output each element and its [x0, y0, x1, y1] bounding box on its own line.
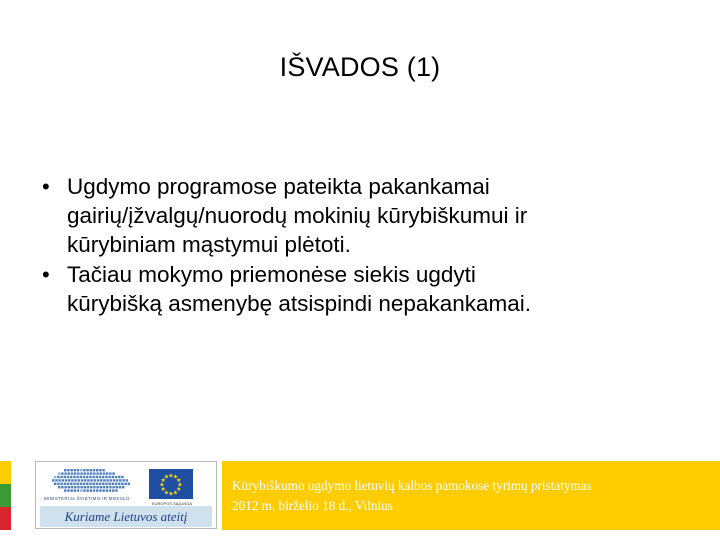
- map-dot: [92, 476, 94, 478]
- map-dot: [122, 486, 124, 488]
- eu-star: ★: [163, 474, 170, 481]
- map-dot: [106, 489, 108, 491]
- map-dot: [109, 472, 111, 474]
- map-dot: [115, 489, 117, 491]
- map-dot: [64, 472, 66, 474]
- map-dot: [73, 483, 75, 485]
- map-dot: [116, 486, 118, 488]
- map-dot: [55, 479, 57, 481]
- map-dot: [100, 486, 102, 488]
- map-dot: [108, 476, 110, 478]
- eu-star: ★: [177, 482, 183, 489]
- map-dot: [68, 479, 70, 481]
- map-dot: [67, 483, 69, 485]
- map-dot: [58, 472, 60, 474]
- map-dot: [80, 476, 82, 478]
- map-dot: [61, 486, 63, 488]
- map-dot: [71, 472, 73, 474]
- map-dot: [102, 483, 104, 485]
- map-dot: [115, 483, 117, 485]
- eu-star: ★: [168, 473, 174, 480]
- map-dot: [89, 483, 91, 485]
- map-dot: [96, 489, 98, 491]
- map-dot: [106, 479, 108, 481]
- map-dot: [77, 469, 79, 471]
- map-dot: [105, 476, 107, 478]
- map-dot: [74, 486, 76, 488]
- map-dot: [86, 469, 88, 471]
- map-dot: [106, 486, 108, 488]
- map-dot: [106, 472, 108, 474]
- map-dot: [119, 479, 121, 481]
- eu-star: ★: [168, 491, 174, 498]
- map-dot: [86, 489, 88, 491]
- map-dot: [102, 489, 104, 491]
- map-dot: [73, 476, 75, 478]
- map-dot: [70, 469, 72, 471]
- map-dot: [121, 483, 123, 485]
- map-dot: [94, 479, 96, 481]
- map-dot: [71, 486, 73, 488]
- map-dot: [68, 472, 70, 474]
- logo-slogan: Kuriame Lietuvos ateitį: [40, 506, 212, 527]
- map-dot: [84, 479, 86, 481]
- map-dot: [67, 476, 69, 478]
- map-dot: [121, 476, 123, 478]
- footer-info-date: 2012 m. birželio 18 d., Vilnius: [232, 498, 393, 513]
- map-dot: [64, 489, 66, 491]
- map-dot: [83, 469, 85, 471]
- map-dot: [112, 483, 114, 485]
- map-dot: [80, 489, 82, 491]
- map-dot: [54, 483, 56, 485]
- map-dot: [92, 483, 94, 485]
- eu-star: ★: [159, 482, 165, 489]
- map-dot: [52, 479, 54, 481]
- map-dot: [96, 476, 98, 478]
- map-dot: [99, 476, 101, 478]
- map-dot: [90, 472, 92, 474]
- map-dot: [77, 489, 79, 491]
- map-dot: [119, 486, 121, 488]
- map-dot: [58, 486, 60, 488]
- map-dot: [60, 483, 62, 485]
- map-dot: [83, 489, 85, 491]
- map-dot: [64, 469, 66, 471]
- map-dot: [100, 472, 102, 474]
- map-dot: [70, 483, 72, 485]
- map-dot: [124, 483, 126, 485]
- footer-info-title: Kūrybiškumo ugdymo lietuvių kalbos pamokose tyrimų pristatymas: [232, 478, 592, 493]
- map-dot: [84, 486, 86, 488]
- bullet-line: kūrybišką asmenybę atsispindi nepakankamai.: [67, 291, 531, 316]
- map-dot: [65, 479, 67, 481]
- map-dot: [77, 472, 79, 474]
- map-dot: [64, 476, 66, 478]
- map-dot: [93, 469, 95, 471]
- stripe-yellow: [0, 461, 11, 484]
- map-dot: [76, 483, 78, 485]
- bullet-line: kūrybiniam mąstymui plėtoti.: [67, 232, 351, 257]
- map-dot: [71, 479, 73, 481]
- eu-star: ★: [176, 487, 182, 493]
- map-dot: [97, 479, 99, 481]
- eu-star: ★: [160, 487, 166, 493]
- eu-star: ★: [176, 478, 182, 484]
- map-dot: [118, 483, 120, 485]
- map-dot: [86, 483, 88, 485]
- map-dot: [113, 479, 115, 481]
- map-dot: [90, 489, 92, 491]
- map-dot: [112, 486, 114, 488]
- map-dot: [93, 489, 95, 491]
- map-dot: [96, 472, 98, 474]
- map-dot: [70, 476, 72, 478]
- bullet-symbol: •: [42, 262, 50, 287]
- map-dot: [74, 489, 76, 491]
- map-dot: [64, 486, 66, 488]
- map-dot: [57, 476, 59, 478]
- bullet-line: Tačiau mokymo priemonėse siekis ugdyti: [67, 262, 476, 287]
- map-dot: [70, 489, 72, 491]
- map-dot: [103, 472, 105, 474]
- map-dot: [83, 483, 85, 485]
- map-dot: [62, 479, 64, 481]
- bullet-symbol: •: [42, 174, 50, 199]
- map-dot: [57, 483, 59, 485]
- map-dot: [89, 476, 91, 478]
- sponsor-logo: [35, 461, 217, 529]
- map-dots: [52, 469, 130, 492]
- map-dot: [122, 479, 124, 481]
- bullet-item-1: [38, 172, 698, 259]
- map-dot: [96, 483, 98, 485]
- map-dot: [64, 483, 66, 485]
- map-dot: [112, 472, 114, 474]
- map-dot: [77, 486, 79, 488]
- map-dot: [102, 476, 104, 478]
- color-stripes: [0, 461, 11, 530]
- map-dot: [86, 476, 88, 478]
- eu-star: ★: [172, 490, 179, 497]
- bullet-line: Ugdymo programose pateikta pakankamai: [67, 174, 490, 199]
- map-dot: [78, 479, 80, 481]
- map-dot: [109, 486, 111, 488]
- stripe-green: [0, 484, 11, 507]
- map-dot: [87, 472, 89, 474]
- map-dot: [76, 476, 78, 478]
- map-dot: [61, 472, 63, 474]
- map-dot: [81, 479, 83, 481]
- eu-star: ★: [172, 474, 179, 481]
- map-dot: [103, 486, 105, 488]
- map-dot: [118, 476, 120, 478]
- map-dot: [112, 476, 114, 478]
- map-dot: [112, 489, 114, 491]
- map-dot: [90, 469, 92, 471]
- map-dot: [96, 486, 98, 488]
- map-dot: [128, 483, 130, 485]
- map-dot: [93, 486, 95, 488]
- footer-info-box: [222, 461, 720, 530]
- map-dot: [87, 486, 89, 488]
- bullet-line: gairių/įžvalgų/nuorodų mokinių kūrybiškumui ir: [67, 203, 528, 228]
- map-dot: [67, 489, 69, 491]
- map-dot: [100, 479, 102, 481]
- eu-flag-icon: [149, 469, 193, 499]
- eu-stars: [149, 469, 193, 499]
- map-dot: [105, 483, 107, 485]
- map-dot: [68, 486, 70, 488]
- slide-footer: [0, 461, 720, 530]
- map-dot: [115, 476, 117, 478]
- map-dot: [60, 476, 62, 478]
- ministry-label: MINISTERIJA ŠVIETIMO IR MOKSLO: [44, 496, 130, 501]
- map-dot: [74, 479, 76, 481]
- bullet-item-2: [38, 260, 698, 318]
- map-dot: [108, 483, 110, 485]
- map-dot: [80, 472, 82, 474]
- map-dot: [116, 479, 118, 481]
- map-dot: [58, 479, 60, 481]
- map-dot: [110, 479, 112, 481]
- map-dot: [99, 489, 101, 491]
- eu-star: ★: [160, 478, 166, 484]
- map-dot: [99, 469, 101, 471]
- map-dot: [102, 469, 104, 471]
- bullet-list: [38, 172, 698, 319]
- map-dot: [80, 486, 82, 488]
- map-dot: [90, 479, 92, 481]
- map-dot: [96, 469, 98, 471]
- map-dot: [80, 483, 82, 485]
- map-dot: [83, 476, 85, 478]
- map-dot: [67, 469, 69, 471]
- eu-caption: EUROPOS SĄJUNGA: [151, 501, 192, 506]
- stripe-red: [0, 507, 11, 530]
- eu-star: ★: [163, 490, 170, 497]
- map-dot: [74, 472, 76, 474]
- map-dot: [80, 469, 82, 471]
- map-dot: [99, 483, 101, 485]
- map-dot: [103, 479, 105, 481]
- map-dot: [109, 489, 111, 491]
- map-dot: [84, 472, 86, 474]
- map-dot: [126, 479, 128, 481]
- map-dot: [54, 476, 56, 478]
- map-dot: [87, 479, 89, 481]
- map-dot: [90, 486, 92, 488]
- map-dot: [93, 472, 95, 474]
- lithuania-map-icon: [44, 465, 144, 497]
- map-dot: [74, 469, 76, 471]
- slide-title: IŠVADOS (1): [279, 52, 441, 82]
